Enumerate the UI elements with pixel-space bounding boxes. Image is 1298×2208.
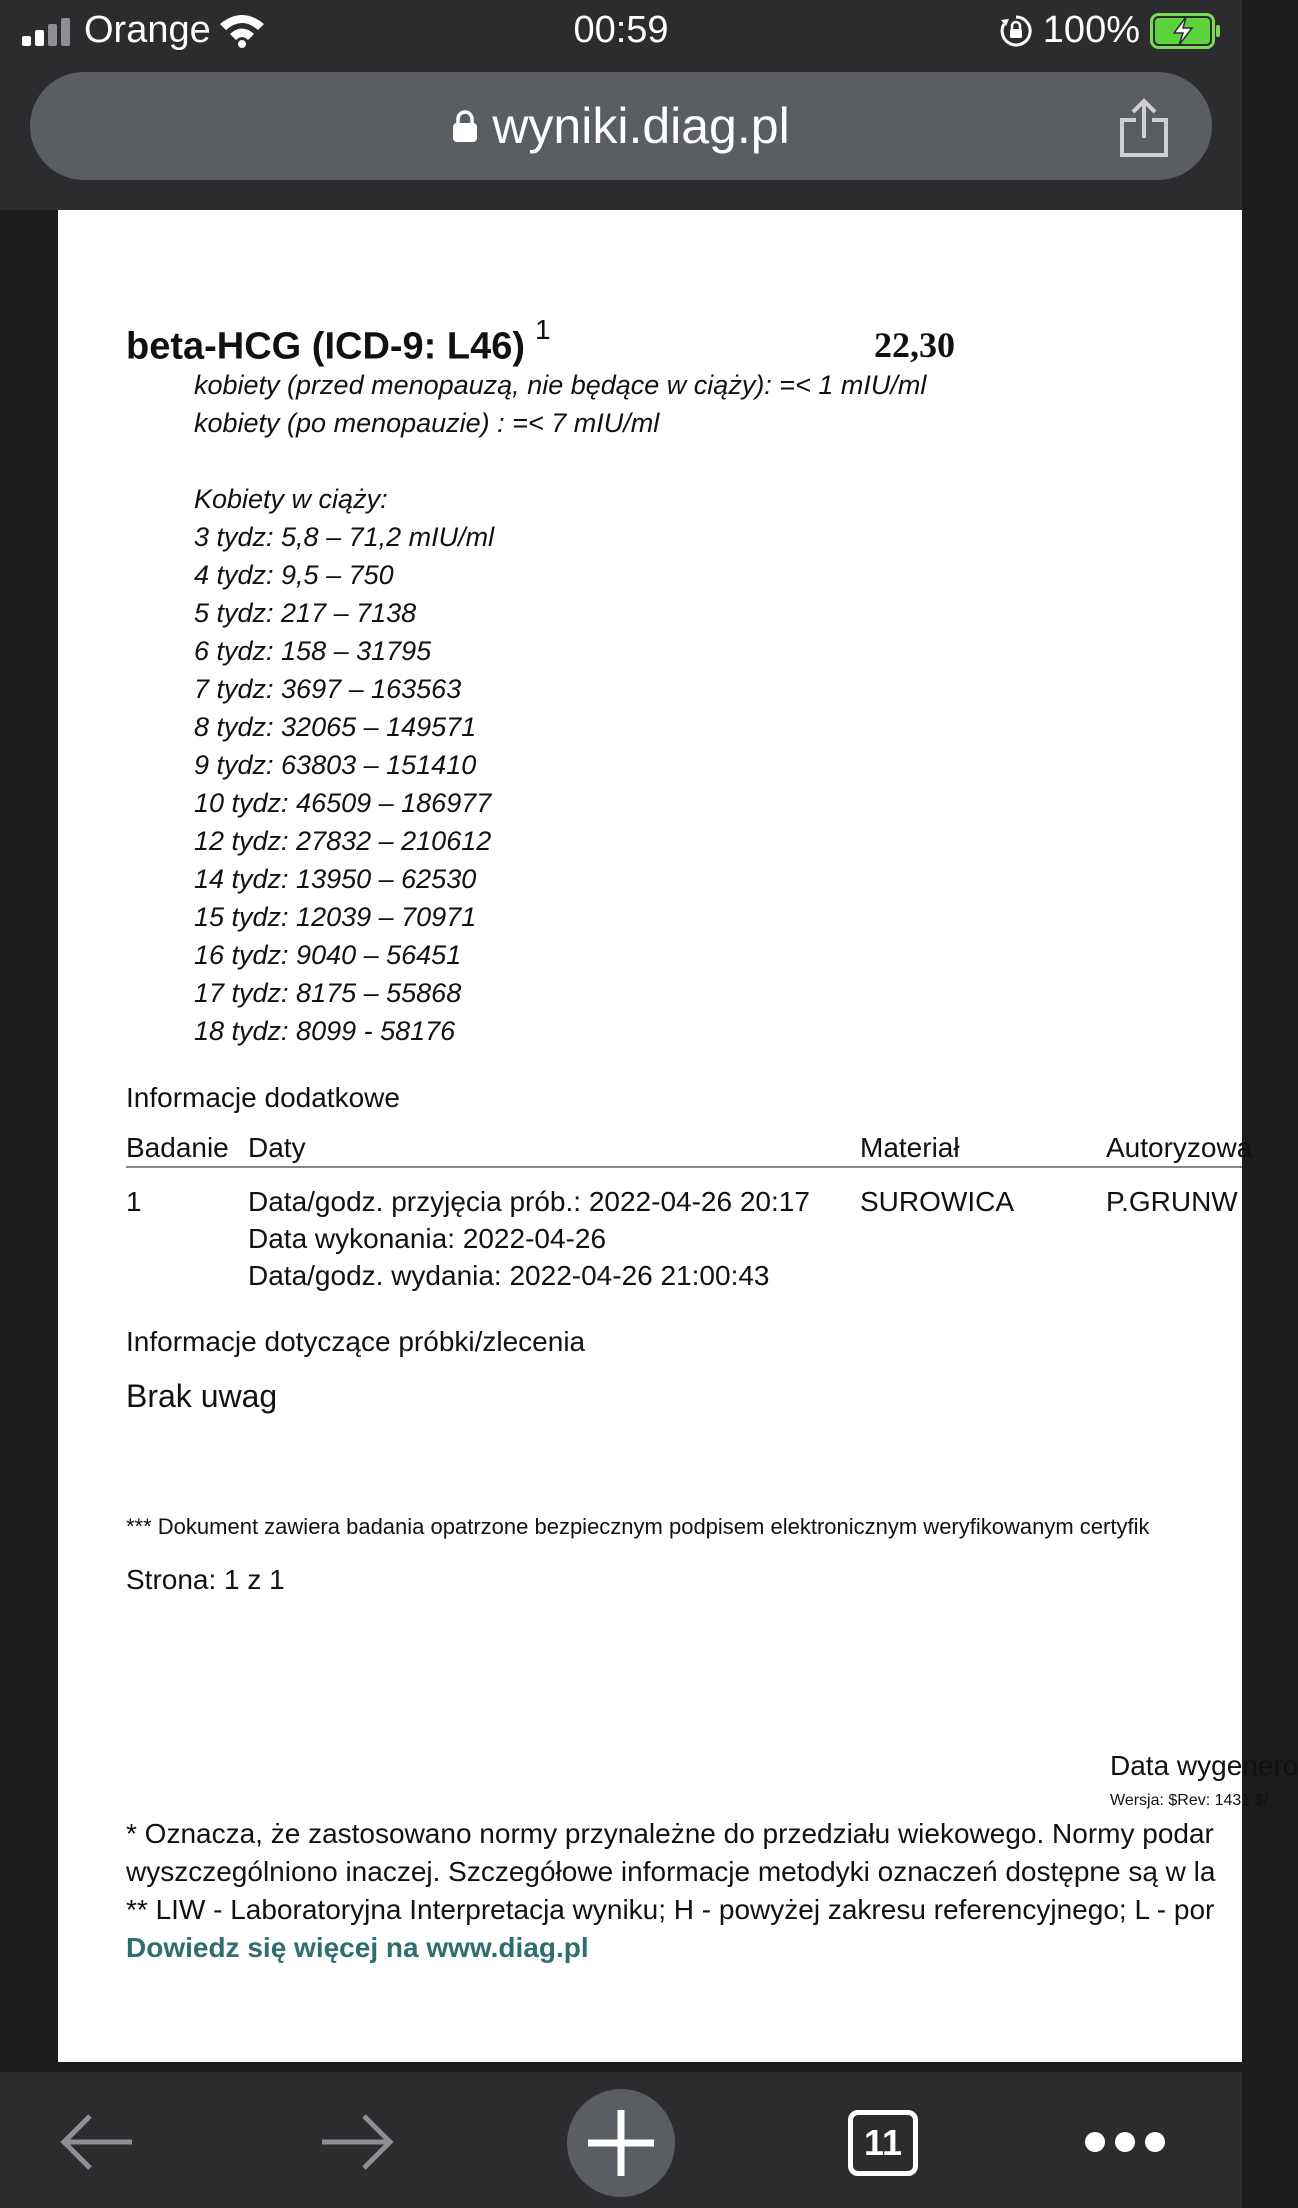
reference-range-line: 12 tydz: 27832 – 210612: [194, 826, 492, 856]
table-cell-author: P.GRUNW: [1106, 1186, 1238, 1217]
new-tab-plus-icon[interactable]: [566, 2088, 676, 2198]
lock-icon: [452, 109, 478, 143]
reference-range-line: 9 tydz: 63803 – 151410: [194, 750, 477, 780]
footnote-1: * Oznacza, że zastosowano normy przynależne do przedziału wiekowego. Normy podar: [126, 1818, 1214, 1849]
reference-range-line: 5 tydz: 217 – 7138: [194, 598, 417, 628]
reference-range-line: 16 tydz: 9040 – 56451: [194, 940, 462, 970]
reference-range-line: 8 tydz: 32065 – 149571: [194, 712, 477, 742]
reference-range-line: 14 tydz: 13950 – 62530: [194, 864, 477, 894]
tabs-count: 11: [863, 2122, 903, 2163]
reference-range-line: Kobiety w ciąży:: [194, 484, 388, 514]
back-arrow-icon[interactable]: [58, 2112, 136, 2172]
pdf-page: [58, 210, 1298, 2062]
version-info: Wersja: $Rev: 1431 $/: [1110, 1792, 1269, 1809]
table-header-divider: [126, 1166, 1242, 1168]
table-header-author: Autoryzowa: [1106, 1132, 1253, 1163]
status-time: 00:59: [573, 9, 669, 51]
orientation-lock-icon: [999, 14, 1033, 48]
table-header-daty: Daty: [248, 1132, 306, 1163]
generated-date-label: Data wygenero: [1110, 1750, 1298, 1781]
reference-range-line: kobiety (przed menopauzą, nie będące w ciąży): =< 1 mIU/ml: [194, 370, 927, 400]
reference-range-line: 3 tydz: 5,8 – 71,2 mIU/ml: [194, 522, 495, 552]
battery-charging-icon: [1150, 13, 1222, 49]
additional-info-title: Informacje dodatkowe: [126, 1082, 400, 1113]
battery-percent: 100%: [1042, 9, 1140, 51]
footnote-2: wyszczególniono inaczej. Szczegółowe informacje metodyki oznaczeń dostępne są w la: [126, 1856, 1216, 1887]
page-number: Strona: 1 z 1: [126, 1564, 285, 1595]
table-cell-date-received: Data/godz. przyjęcia prób.: 2022-04-26 20:17: [248, 1186, 810, 1217]
web-content[interactable]: [0, 210, 1298, 2072]
test-result: 22,30: [874, 325, 955, 365]
more-options-icon[interactable]: [1084, 2130, 1166, 2154]
address-bar[interactable]: [30, 72, 1212, 180]
reference-range-line: 7 tydz: 3697 – 163563: [194, 674, 462, 704]
test-footnote-marker: 1: [535, 314, 551, 345]
reference-range-line: 18 tydz: 8099 - 58176: [194, 1016, 456, 1046]
table-cell-badanie: 1: [126, 1186, 142, 1217]
browser-toolbar: [0, 62, 1242, 210]
status-bar: [0, 0, 1242, 62]
reference-range-line: kobiety (po menopauzie) : =< 7 mIU/ml: [194, 408, 660, 438]
table-cell-date-issued: Data/godz. wydania: 2022-04-26 21:00:43: [248, 1260, 770, 1291]
table-header-badanie: Badanie: [126, 1132, 229, 1163]
tabs-count-button[interactable]: [848, 2110, 918, 2176]
sample-info-value: Brak uwag: [126, 1378, 278, 1414]
reference-range-line: 10 tydz: 46509 – 186977: [194, 788, 492, 818]
share-icon[interactable]: [1116, 98, 1172, 158]
reference-range-line: 6 tydz: 158 – 31795: [194, 636, 432, 666]
test-name: beta-HCG (ICD-9: L46) $^1$: [126, 314, 551, 368]
table-cell-material: SUROWICA: [860, 1186, 1014, 1217]
reference-range-line: 15 tydz: 12039 – 70971: [194, 902, 477, 932]
reference-range-line: 17 tydz: 8175 – 55868: [194, 978, 462, 1008]
sample-info-title: Informacje dotyczące próbki/zlecenia: [126, 1326, 586, 1357]
browser-bottom-bar: [0, 2072, 1242, 2208]
diag-website-link[interactable]: Dowiedz się więcej na www.diag.pl: [126, 1932, 589, 1963]
url-text[interactable]: wyniki.diag.pl: [492, 98, 790, 154]
signature-note: *** Dokument zawiera badania opatrzone bezpiecznym podpisem elektronicznym weryfikowanym certyfik: [126, 1514, 1150, 1539]
reference-range-line: 4 tydz: 9,5 – 750: [194, 560, 394, 590]
table-cell-date-performed: Data wykonania: 2022-04-26: [248, 1223, 607, 1254]
footnote-3: ** LIW - Laboratoryjna Interpretacja wyniku; H - powyżej zakresu referencyjnego; L - por: [126, 1894, 1215, 1925]
carrier-name: Orange: [84, 9, 211, 51]
forward-arrow-icon[interactable]: [318, 2112, 396, 2172]
table-header-material: Materiał: [860, 1132, 960, 1163]
battery-status: [999, 9, 1222, 52]
